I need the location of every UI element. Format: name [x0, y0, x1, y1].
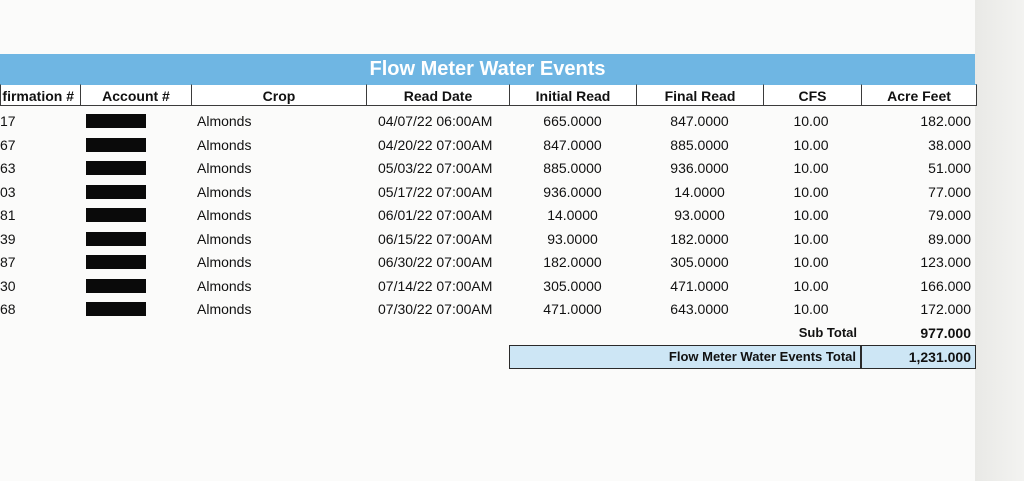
header-initial-read: Initial Read	[509, 84, 637, 106]
crop-cell: Almonds	[197, 277, 252, 294]
table-row	[0, 181, 977, 205]
table-row	[0, 204, 977, 228]
header-cfs: CFS	[763, 84, 862, 106]
crop-cell: Almonds	[197, 207, 252, 223]
acre-feet-cell: 123.000	[920, 254, 971, 270]
initial-read-cell: 936.0000	[543, 183, 602, 200]
confirmation-cell: 39	[0, 230, 16, 247]
header-acre-feet: Acre Feet	[861, 84, 977, 106]
read-date-cell: 07/14/22 07:00AM	[378, 277, 493, 294]
grand-total-value: 1,231.000	[861, 345, 976, 369]
acre-feet-cell: 182.000	[920, 113, 971, 129]
confirmation-cell: 81	[0, 207, 16, 223]
confirmation-cell: 17	[0, 113, 16, 129]
subtotal-value: 977.000	[920, 325, 971, 341]
confirmation-cell: 87	[0, 254, 16, 270]
subtotal-label: Sub Total	[798, 325, 857, 340]
initial-read-cell: 885.0000	[543, 160, 602, 176]
initial-read-cell: 93.0000	[547, 230, 598, 247]
initial-read-cell: 847.0000	[543, 136, 602, 153]
crop-cell: Almonds	[197, 113, 252, 129]
cfs-cell: 10.00	[793, 254, 829, 270]
acre-feet-cell: 38.000	[928, 136, 971, 153]
initial-read-cell: 14.0000	[547, 207, 598, 223]
redacted-account	[86, 138, 146, 152]
redacted-account	[86, 208, 146, 222]
confirmation-cell: 30	[0, 277, 16, 294]
cfs-cell: 10.00	[793, 230, 829, 247]
acre-feet-cell: 89.000	[928, 230, 971, 247]
read-date-cell: 06/01/22 07:00AM	[378, 207, 493, 223]
cfs-cell: 10.00	[793, 113, 829, 129]
final-read-cell: 885.0000	[670, 136, 729, 153]
final-read-cell: 936.0000	[670, 160, 729, 176]
table-row	[0, 275, 977, 299]
confirmation-cell: 68	[0, 301, 16, 317]
read-date-cell: 06/15/22 07:00AM	[378, 230, 493, 247]
redacted-account	[86, 114, 146, 128]
table-row	[0, 157, 977, 181]
read-date-cell: 05/17/22 07:00AM	[378, 183, 493, 200]
cfs-cell: 10.00	[793, 277, 829, 294]
table-header-row	[0, 84, 977, 108]
cfs-cell: 10.00	[793, 160, 829, 176]
confirmation-cell: 03	[0, 183, 16, 200]
crop-cell: Almonds	[197, 301, 252, 317]
header-account: Account #	[80, 84, 192, 106]
crop-cell: Almonds	[197, 183, 252, 200]
redacted-account	[86, 232, 146, 246]
final-read-cell: 93.0000	[674, 207, 725, 223]
redacted-account	[86, 185, 146, 199]
acre-feet-cell: 172.000	[920, 301, 971, 317]
confirmation-cell: 63	[0, 160, 16, 176]
cfs-cell: 10.00	[793, 207, 829, 223]
initial-read-cell: 182.0000	[543, 254, 602, 270]
initial-read-cell: 471.0000	[543, 301, 602, 317]
table-title-banner: Flow Meter Water Events	[0, 54, 975, 84]
final-read-cell: 305.0000	[670, 254, 729, 270]
initial-read-cell: 305.0000	[543, 277, 602, 294]
table-row	[0, 110, 977, 134]
final-read-cell: 182.0000	[670, 230, 729, 247]
read-date-cell: 04/20/22 07:00AM	[378, 136, 493, 153]
crop-cell: Almonds	[197, 230, 252, 247]
redacted-account	[86, 161, 146, 175]
grand-total-label: Flow Meter Water Events Total	[509, 345, 861, 369]
cfs-cell: 10.00	[793, 183, 829, 200]
read-date-cell: 07/30/22 07:00AM	[378, 301, 493, 317]
redacted-account	[86, 255, 146, 269]
acre-feet-cell: 51.000	[928, 160, 971, 176]
cfs-cell: 10.00	[793, 301, 829, 317]
acre-feet-cell: 77.000	[928, 183, 971, 200]
table-row	[0, 228, 977, 252]
acre-feet-cell: 79.000	[928, 207, 971, 223]
crop-cell: Almonds	[197, 160, 252, 176]
header-final-read: Final Read	[636, 84, 764, 106]
initial-read-cell: 665.0000	[543, 113, 602, 129]
acre-feet-cell: 166.000	[920, 277, 971, 294]
read-date-cell: 04/07/22 06:00AM	[378, 113, 493, 129]
read-date-cell: 05/03/22 07:00AM	[378, 160, 493, 176]
cfs-cell: 10.00	[793, 136, 829, 153]
table-row	[0, 298, 977, 322]
table-body	[0, 110, 977, 322]
crop-cell: Almonds	[197, 136, 252, 153]
header-read-date: Read Date	[366, 84, 510, 106]
header-confirmation: firmation #	[0, 84, 81, 106]
read-date-cell: 06/30/22 07:00AM	[378, 254, 493, 270]
redacted-account	[86, 279, 146, 293]
final-read-cell: 643.0000	[670, 301, 729, 317]
final-read-cell: 847.0000	[670, 113, 729, 129]
redacted-account	[86, 302, 146, 316]
header-crop: Crop	[191, 84, 367, 106]
page-edge	[975, 0, 1024, 481]
table-row	[0, 134, 977, 158]
final-read-cell: 471.0000	[670, 277, 729, 294]
table-row	[0, 251, 977, 275]
crop-cell: Almonds	[197, 254, 252, 270]
confirmation-cell: 67	[0, 136, 16, 153]
final-read-cell: 14.0000	[674, 183, 725, 200]
